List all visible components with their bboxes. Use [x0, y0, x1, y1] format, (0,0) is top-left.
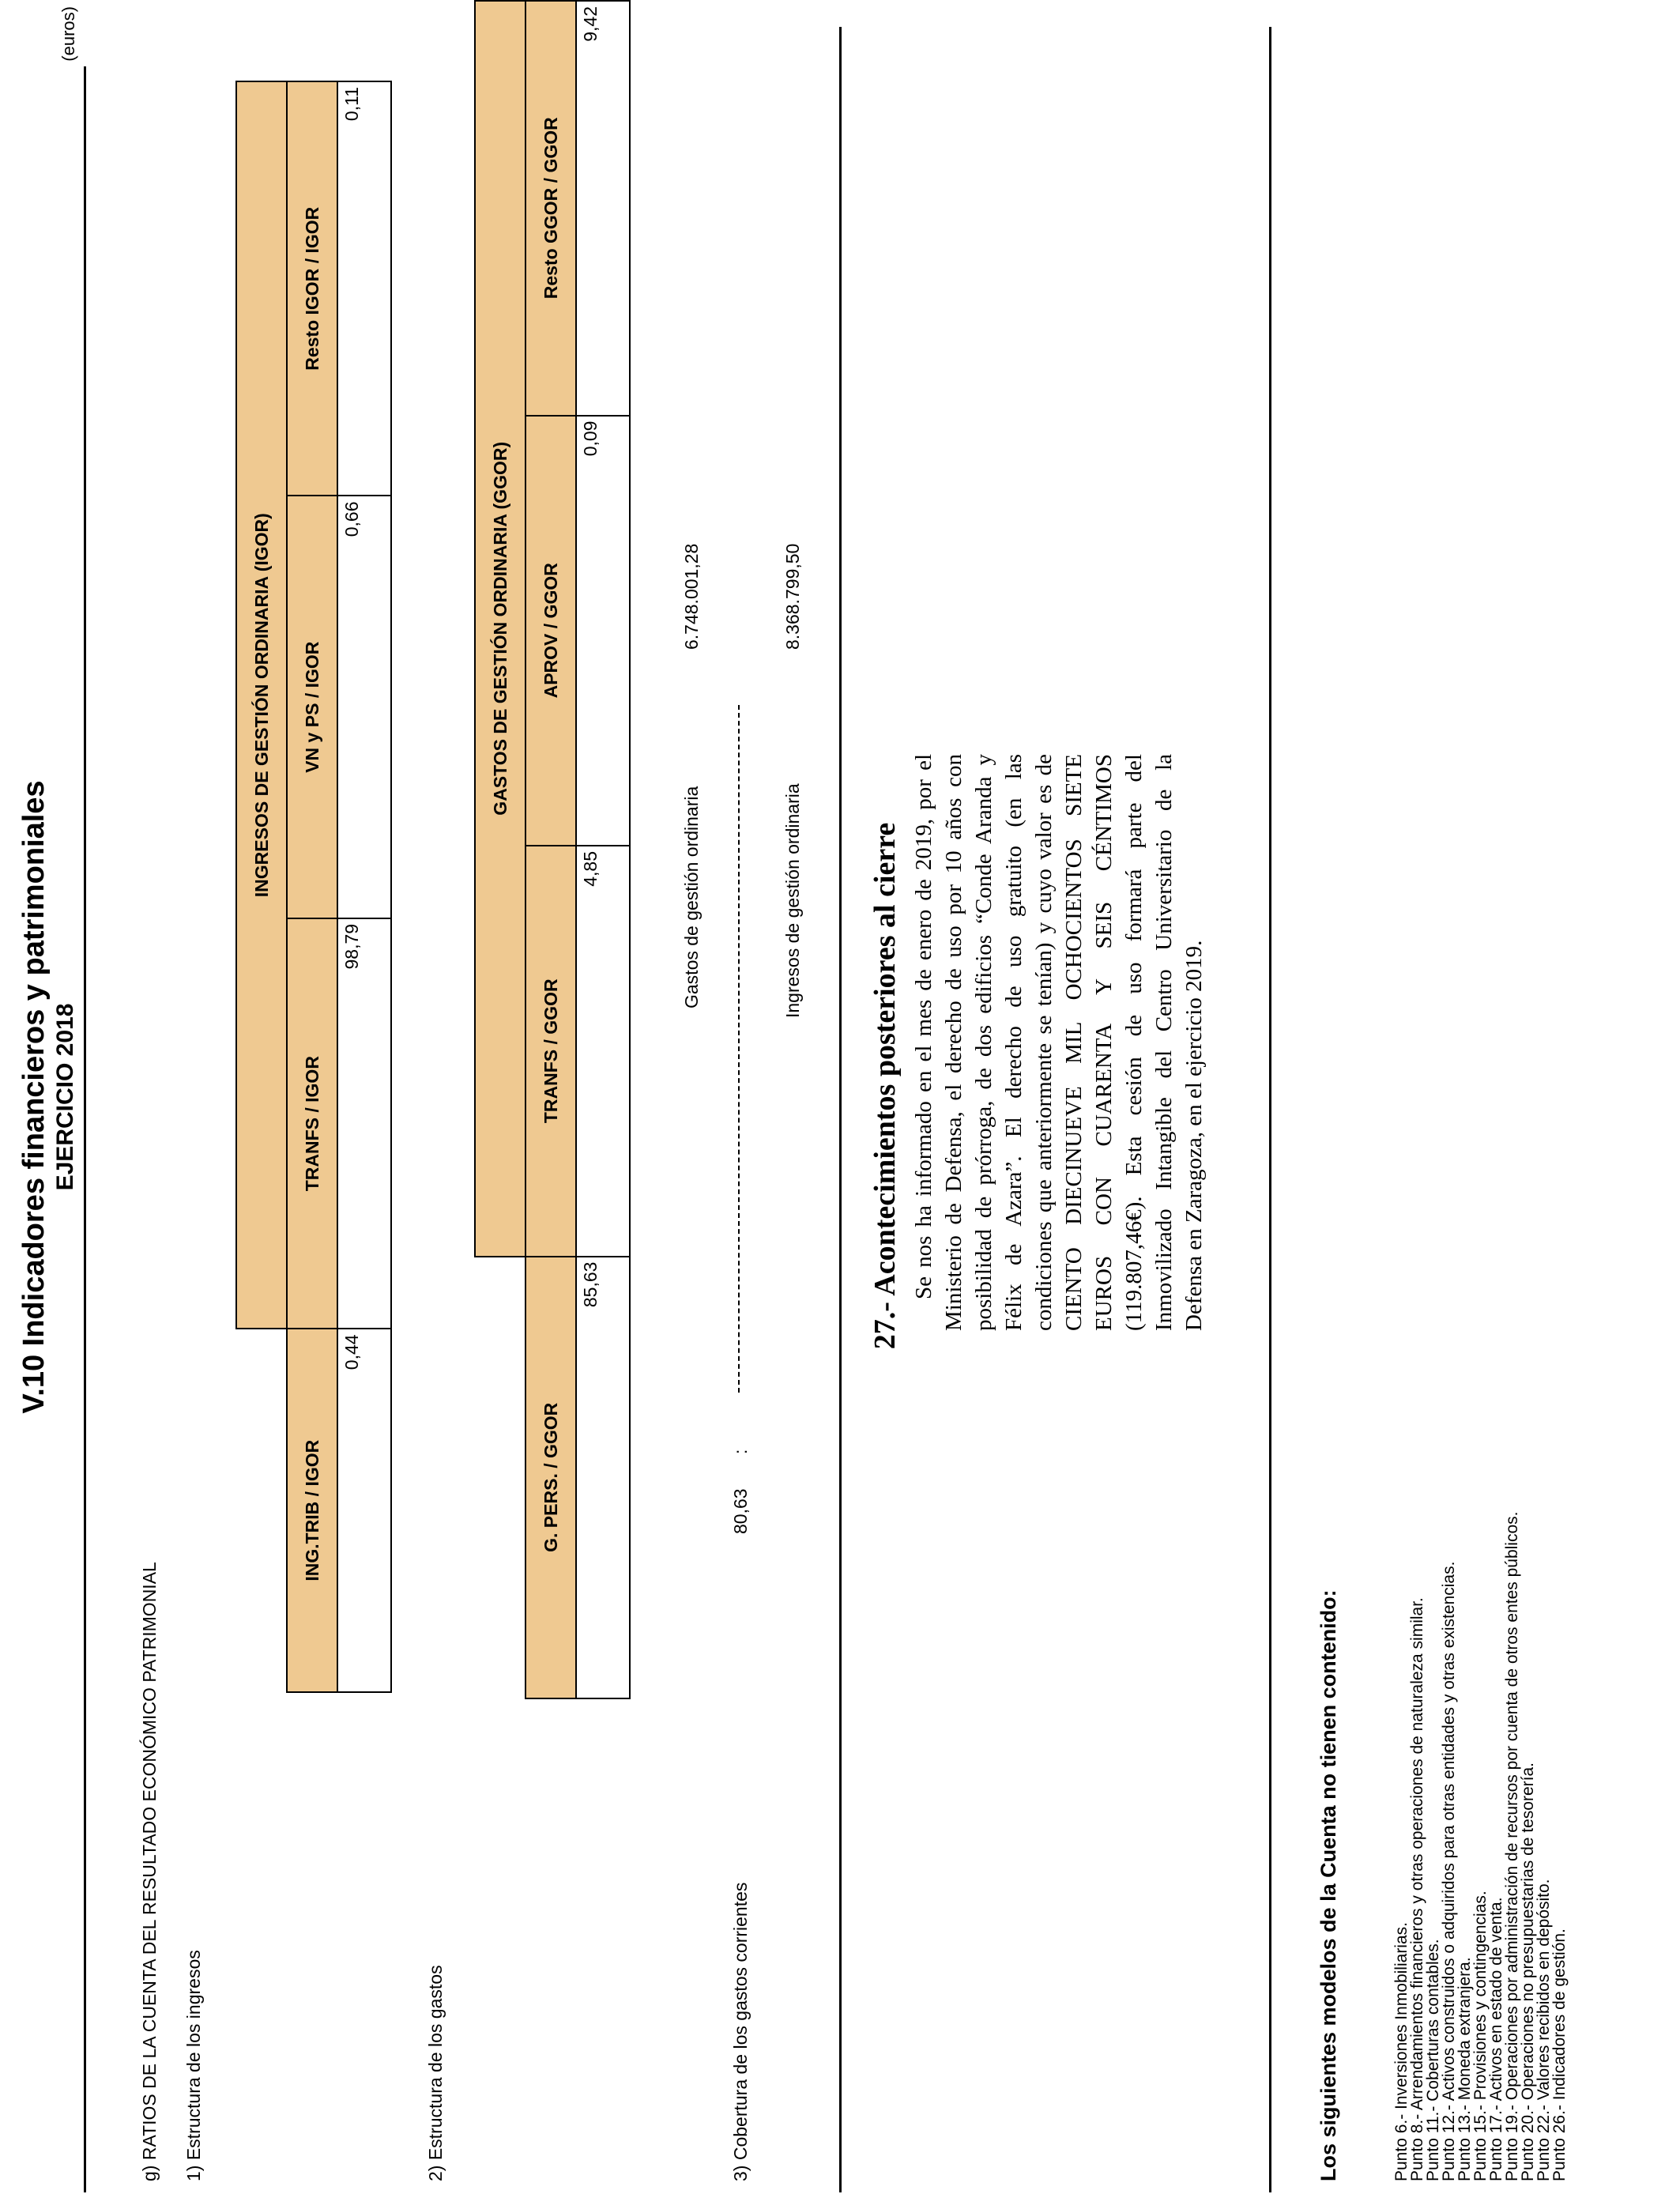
divider-top — [84, 66, 86, 2192]
events-title: 27.- Acontecimientos posteriores al cierre — [868, 822, 902, 1350]
models-list-item: Punto 19.- Operaciones por administración de recursos por cuenta de otros entes públicos. — [1503, 1511, 1521, 2181]
cobertura-numerator-value: 6.748.001,28 — [681, 543, 702, 650]
section-g-title: g) RATIOS DE LA CUENTA DEL RESULTADO ECONÓMICO PATRIMONIAL — [139, 1562, 160, 2181]
events-body: Se nos ha informado en el mes de enero de 2019, por el Ministerio de Defensa, el derecho de uso por 10 años con posibilidad de prórroga, de dos edificios “Conde Aranda y Félix de Azara”. El derecho de uso gratuito (en las condiciones que anteriormente se tenían) y cuyo valor es de CIENTO DIECINUEVE MIL OCHOCIENTOS SIETE EUROS CON CUARENTA Y SEIS CÉNTIMOS (119.807,46€). Esta cesión de uso formará parte del Inmovilizado Intangible del Centro Universitario de la Defensa en Zaragoza, en el ejercicio 2019. — [911, 754, 1207, 1331]
models-list-item: Punto 15.- Provisiones y contingencias. — [1471, 1891, 1490, 2181]
gastos-group-header: GASTOS DE GESTIÓN ORDINARIA (GGOR) — [475, 1, 525, 1257]
gastos-table — [474, 0, 631, 1699]
gastos-value: 9,42 — [576, 1, 630, 416]
unit-label: (euros) — [58, 6, 78, 62]
cobertura-denominator-value: 8.368.799,50 — [782, 543, 803, 650]
divider-middle — [839, 27, 842, 2192]
cobertura-denominator-label: Ingresos de gestión ordinaria — [782, 783, 803, 1018]
ingresos-col-header: ING.TRIB / IGOR — [287, 1329, 337, 1692]
cobertura-numerator-label: Gastos de gestión ordinaria — [681, 786, 702, 1008]
ingresos-col-header: TRANFS / IGOR — [287, 918, 337, 1329]
ingresos-table — [235, 81, 392, 1693]
gastos-value: 4,85 — [576, 846, 630, 1257]
gastos-col-header: TRANFS / GGOR — [525, 846, 576, 1257]
cobertura-colon: : — [730, 1449, 751, 1454]
models-list-item: Punto 11.- Coberturas contables. — [1424, 1939, 1442, 2181]
gastos-label: 2) Estructura de los gastos — [425, 1965, 446, 2181]
models-list-item: Punto 13.- Moneda extranjera. — [1456, 1957, 1474, 2181]
divider-bottom — [1269, 27, 1271, 2192]
models-list-item: Punto 12.- Activos construidos o adquiridos para otras entidades y otras existencias. — [1440, 1561, 1458, 2181]
models-list-item: Punto 20.- Operaciones no presupuestarias de tesorería. — [1519, 1762, 1537, 2181]
gastos-value: 0,09 — [576, 416, 630, 846]
gastos-value: 85,63 — [576, 1257, 630, 1698]
ingresos-value: 98,79 — [337, 918, 391, 1329]
ingresos-value: 0,66 — [337, 496, 391, 918]
ingresos-group-header: INGRESOS DE GESTIÓN ORDINARIA (IGOR) — [236, 81, 287, 1329]
models-list-item: Punto 26.- Indicadores de gestión. — [1550, 1928, 1569, 2181]
models-title: Los siguientes modelos de la Cuenta no tienen contenido: — [1317, 1589, 1340, 2181]
cobertura-fraction-line — [738, 705, 740, 1393]
cobertura-value: 80,63 — [730, 1488, 751, 1534]
models-list-item: Punto 8.- Arrendamientos financieros y otras operaciones de naturaleza similar. — [1408, 1597, 1426, 2181]
models-list-item: Punto 6.- Inversiones Inmobiliarias. — [1392, 1922, 1411, 2181]
page-title: V.10 Indicadores financieros y patrimoniales — [17, 780, 51, 1414]
ingresos-value: 0,44 — [337, 1329, 391, 1692]
ingresos-col-header: VN y PS / IGOR — [287, 496, 337, 918]
cobertura-label: 3) Cobertura de los gastos corrientes — [730, 1882, 751, 2181]
gastos-col-header: G. PERS. / GGOR — [525, 1257, 576, 1698]
ingresos-label: 1) Estructura de los ingresos — [183, 1950, 204, 2181]
models-list — [1394, 1512, 1568, 2181]
gastos-col-header: Resto GGOR / GGOR — [525, 1, 576, 416]
ingresos-value: 0,11 — [337, 81, 391, 496]
ingresos-col-header: Resto IGOR / IGOR — [287, 81, 337, 496]
models-list-item: Punto 22.- Valores recibidos en depósito. — [1535, 1879, 1553, 2181]
gastos-col-header: APROV / GGOR — [525, 416, 576, 846]
page-subtitle: EJERCICIO 2018 — [52, 1003, 78, 1191]
models-list-item: Punto 17.- Activos en estado de venta. — [1487, 1897, 1505, 2181]
